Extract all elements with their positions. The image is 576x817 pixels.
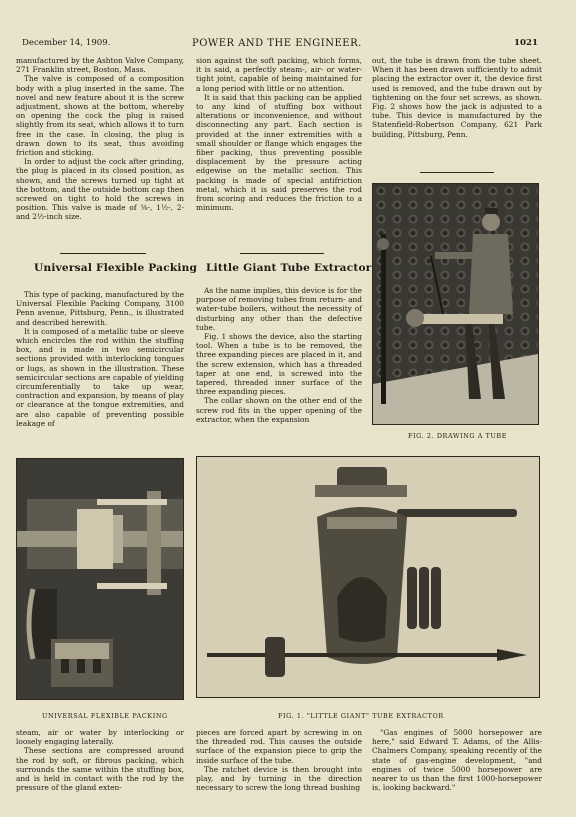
paragraph: As the name implies, this device is for the purpose of removing tubes from return- and water-tube boilers, without the necessity of disturbing any other than the defective tube.	[196, 286, 362, 332]
paragraph: These sections are compressed around the rod by soft, or fibrous packing, which surrounds the same within the stuffing box, and is held in contact with the rod by the pressure of the gland exten-	[16, 746, 184, 793]
bottom-column-2	[196, 728, 362, 792]
paragraph: The ratchet device is then brought into play, and by turning in the direction necessary to screw the long thread bushing	[196, 764, 362, 793]
tube-extractor-illustration	[197, 457, 539, 697]
paragraph: In order to adjust the cock after grinding, the plug is placed in its closed position, as shown, and the screws turned up tight at the bottom, and the outside bottom cap then screwed on tight to hold the screws in position. This valve is made of ⅜-, 1½-, 2- and 2½-inch size.	[16, 157, 184, 222]
paragraph: It is said that this packing can be applied to any kind of stuffing box without alterations or inconvenience, and without disconnecting any part. Each section is provided at the inner extremities with a small shoulder or flange which engages the fiber packing, thus preventing possible displacement by the pressure acting edgewise on the metallic section. This packing is made of special antifriction metal, which it is said preserves the rod from scoring and reduces the friction to a minimum.	[196, 92, 362, 213]
column-1-top	[16, 56, 184, 222]
heading-tube-extractor: Little Giant Tube Extractor	[206, 262, 372, 274]
paragraph: This type of packing, manufactured by the Universal Flexible Packing Company, 3100 Penn avenue, Pittsburg, Penn., is illustrated and described herewith.	[16, 290, 184, 327]
paragraph: manufactured by the Ashton Valve Company, 271 Franklin street, Boston, Mass.	[16, 56, 184, 75]
paragraph: Fig. 1 shows the device, also the starting tool. When a tube is to be removed, the three expanding pieces are placed in it, and the screw extension, which has a threaded taper at one end, is screwed into the tapered, threaded inner surface of the three expanding pieces.	[196, 332, 362, 397]
section-divider	[420, 172, 494, 173]
caption-fig1: FIG. 1. "LITTLE GIANT" TUBE EXTRACTOR	[278, 712, 444, 720]
packing-photograph	[16, 458, 184, 700]
paragraph: The valve is composed of a composition body with a plug inserted in the same. The novel and new feature about it is the screw adjustment, shown at the bottom, whereby on opening the cock the plug is raised slightly from its seat, which allows it to turn free in the case. In closing, the plug is drawn down to its seat, thus avoiding friction and sticking.	[16, 74, 184, 158]
caption-packing: UNIVERSAL FLEXIBLE PACKING	[42, 712, 168, 720]
column-1-packing	[16, 290, 184, 428]
column-2-top	[196, 56, 362, 212]
paragraph: "Gas engines of 5000 horsepower are here," said Edward T. Adams, of the Allis-Chalmers Company, speaking recently of the state of gas-engine development, "and engines of twice 5000 horsepower are nearer to us than the first 1000-horsepower is, looking backward."	[372, 728, 542, 793]
paragraph: steam, air or water by interlocking or loosely engaging laterally.	[16, 728, 184, 747]
paragraph: pieces are forced apart by screwing in on the threaded rod. This causes the outside surface of the expansion piece to grip the inside surface of the tube.	[196, 728, 362, 765]
bottom-column-3	[372, 728, 542, 792]
header-date: December 14, 1909.	[22, 38, 111, 48]
paragraph: The collar shown on the other end of the screw rod fits in the upper opening of the extractor, when the expansion	[196, 396, 362, 424]
boiler-worker-illustration	[373, 184, 538, 424]
bottom-column-1	[16, 728, 184, 792]
paragraph: It is composed of a metallic tube or sleeve which encircles the rod within the stuffing box, and is made in two semicircular sections provided with interlocking tongues or lugs, as shown in the illustration. These semicircular sections are capable of yielding circumferentially to take up wear, contraction and expansion, by means of play or clearance at the tongue extremities, and are also capable of preventing possible leakage of	[16, 326, 184, 428]
column-3-top	[372, 56, 542, 139]
paragraph: out, the tube is drawn from the tube sheet. When it has been drawn sufficiently to admit placing the extractor over it, the device first used is removed, and the tube drawn out by tightening on the four set screws, as shown. Fig. 2 shows how the jack is adjusted to a tube. This device is manufactured by the Statenfield-Robertson Company, 621 Park building, Pittsburg, Penn.	[372, 56, 542, 139]
section-divider	[240, 253, 324, 254]
paragraph: sion against the soft packing, which forms, it is said, a perfectly steam-, air- or water-tight joint, capable of being maintained for a long period with little or no attention.	[196, 56, 362, 93]
fig2-photograph	[372, 183, 539, 425]
section-divider	[60, 253, 146, 254]
fig1-photograph	[196, 456, 540, 698]
column-2-extractor	[196, 286, 362, 424]
caption-fig2: FIG. 2. DRAWING A TUBE	[408, 432, 507, 440]
header-title: POWER AND THE ENGINEER.	[192, 38, 362, 49]
heading-universal-packing: Universal Flexible Packing	[34, 262, 198, 274]
page-number: 1021	[514, 38, 538, 48]
packing-illustration	[17, 459, 183, 699]
